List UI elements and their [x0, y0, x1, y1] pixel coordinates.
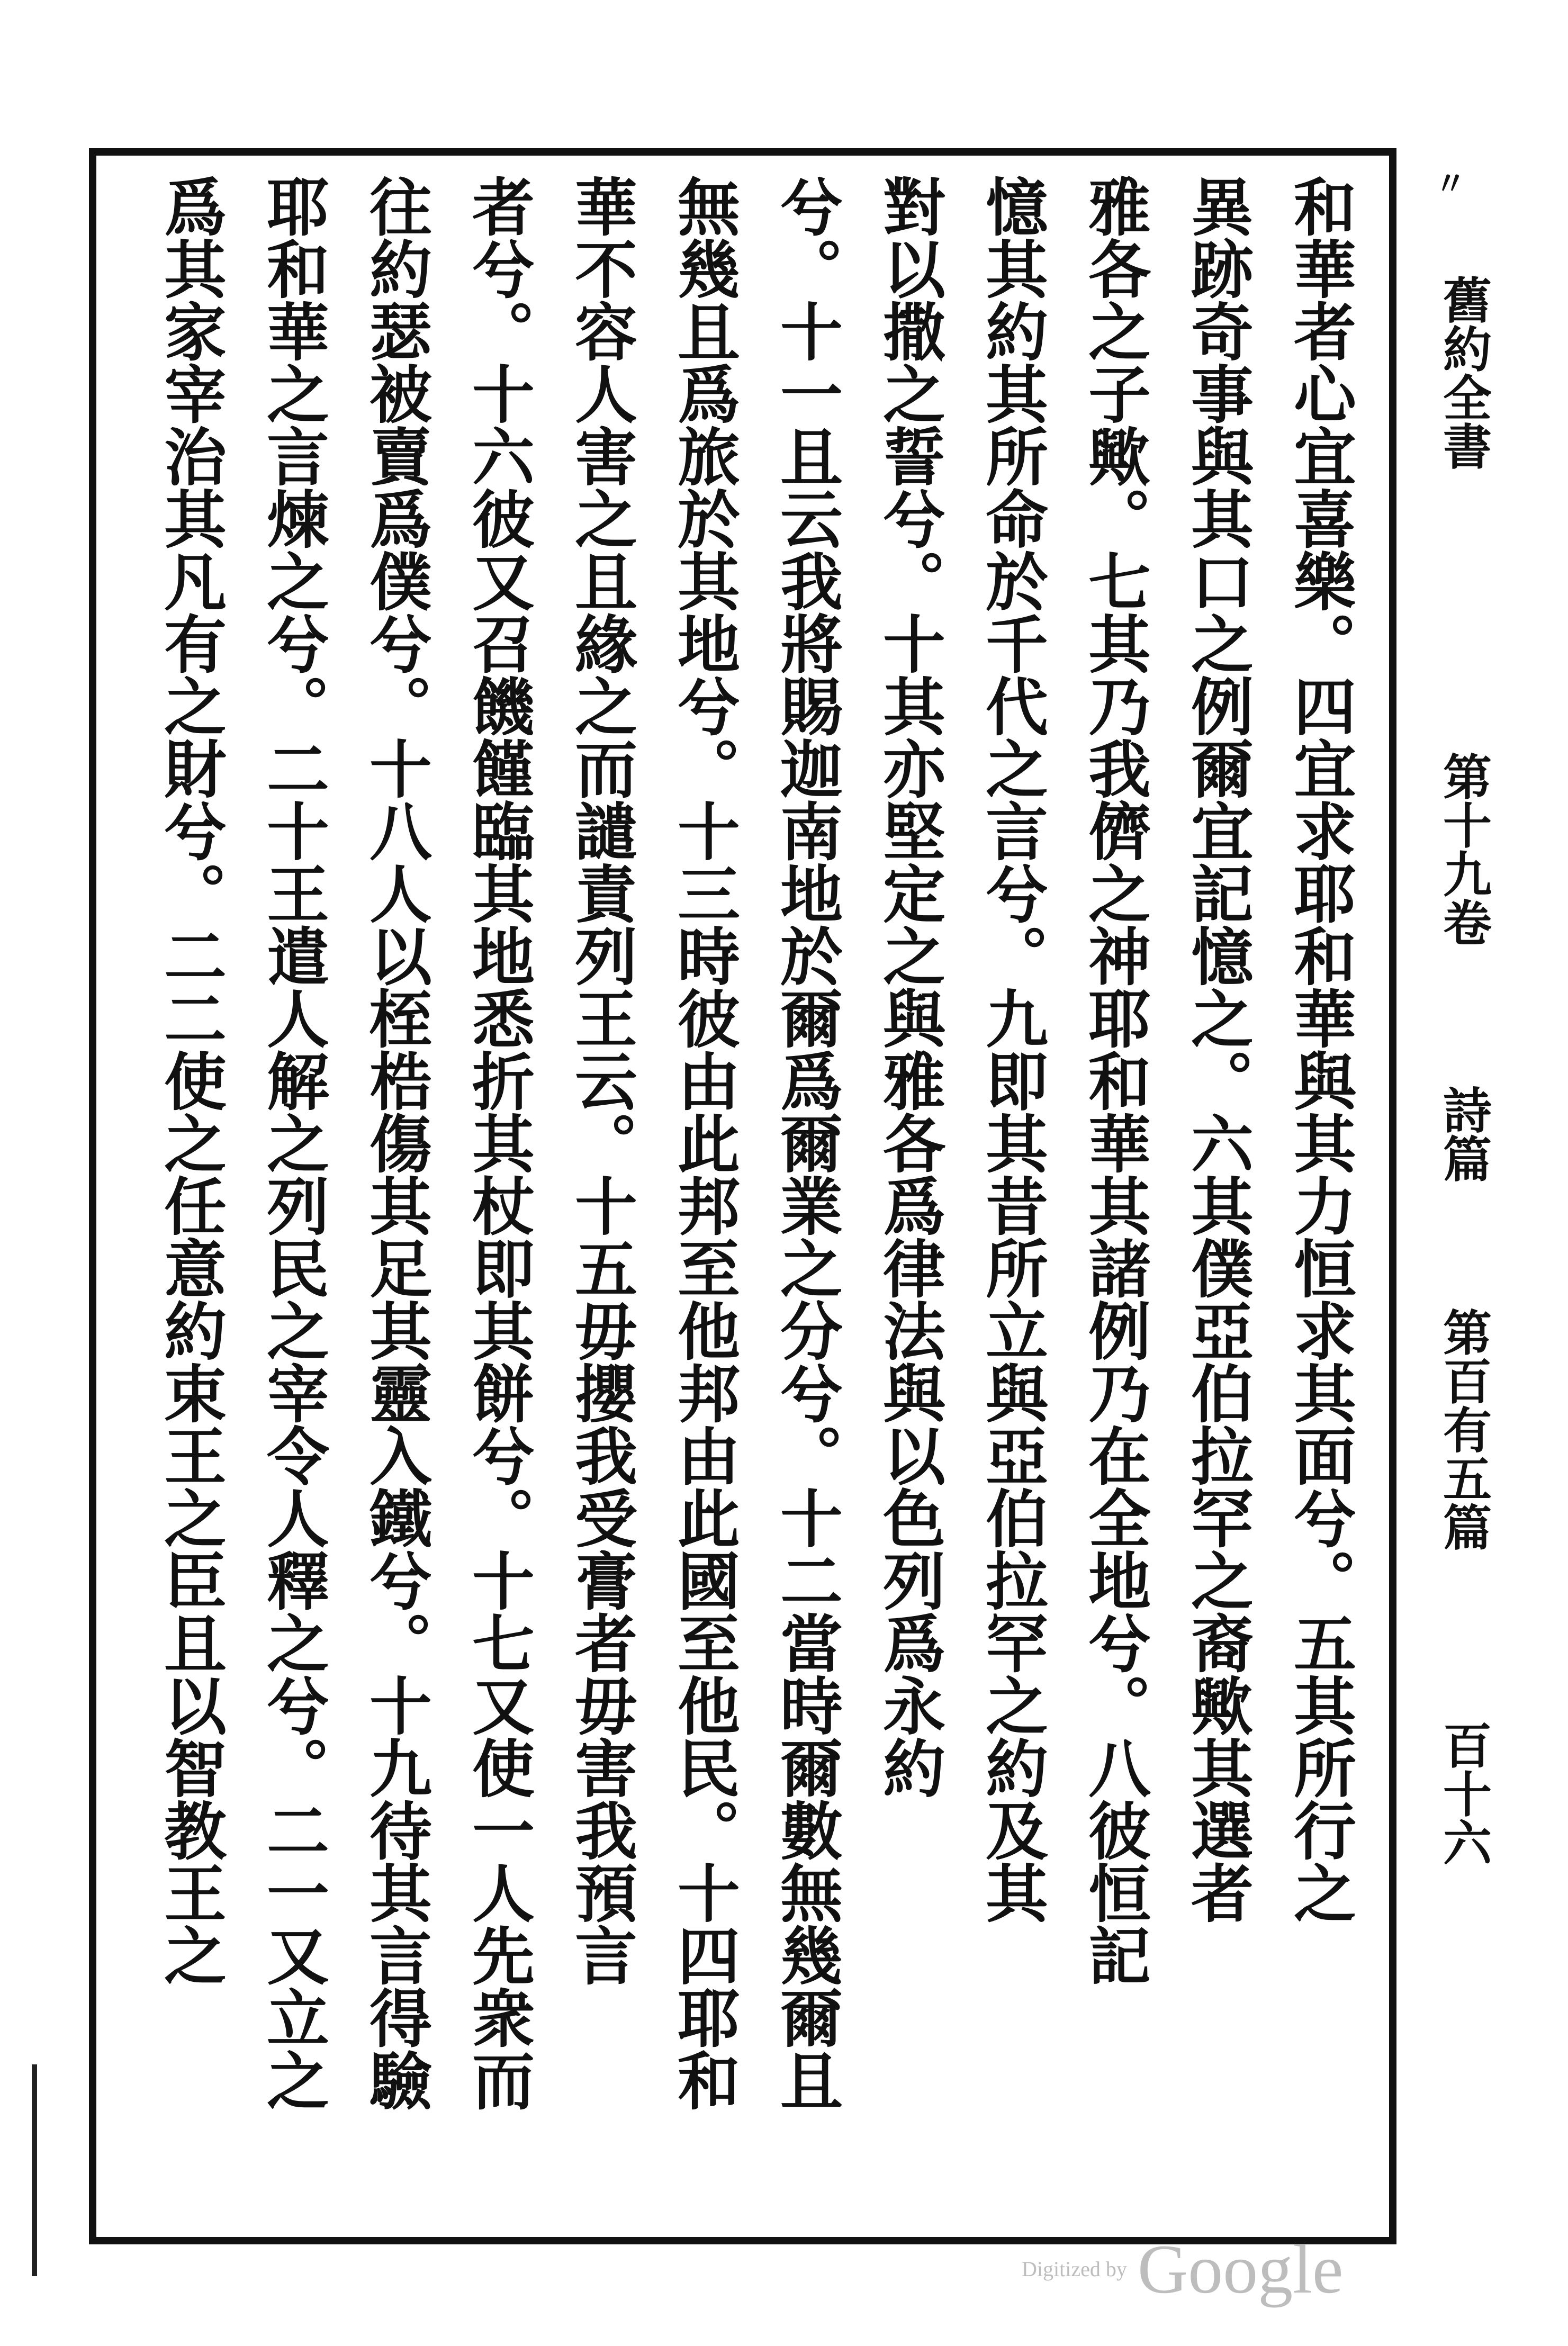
- text-column: 和華者心宜喜樂。四宜求耶和華與其力恒求其面兮。五其所行之: [1283, 175, 1357, 1924]
- corner-mark: 〃: [1435, 166, 1466, 203]
- book-title: 舊約全書: [1435, 275, 1492, 470]
- text-column: 往約瑟被賣爲僕兮。十八人以桎梏傷其足其靈入鐵兮。十九待其言得驗: [359, 175, 432, 2111]
- book-name: 詩篇: [1435, 1085, 1492, 1183]
- text-column: 無幾且爲旅於其地兮。十三時彼由此邦至他邦由此國至他民。十四耶和: [667, 175, 741, 2111]
- text-column: 者兮。十六彼又召饑饉臨其地悉折其杖即其餅兮。十七又使一人先衆而: [462, 175, 535, 2111]
- text-column: 對以撒之誓兮。十其亦堅定之與雅各爲律法與以色列爲永約: [872, 175, 946, 1799]
- page-number: 百十六: [1435, 1720, 1492, 1866]
- text-column: 雅各之子歟。七其乃我儕之神耶和華其諸例乃在全地兮。八彼恒記: [1078, 175, 1151, 1986]
- text-column: 華不容人害之且緣之而譴責列王云。十五毋攖我受膏者毋害我預言: [564, 175, 638, 1986]
- psalm-label: 第百有五篇: [1435, 1307, 1492, 1551]
- watermark-caption: Digitized by: [1022, 2257, 1127, 2281]
- text-column: 爲其家宰治其凡有之財兮。二二使之任意約束王之臣且以智教王之: [154, 175, 227, 1986]
- main-text: [111, 175, 1371, 2218]
- google-logo: Google: [1137, 2230, 1344, 2308]
- text-column: 憶其約其所命於千代之言兮。九即其昔所立與亞伯拉罕之約及其: [975, 175, 1049, 1924]
- scan-edge-mark: [32, 2064, 69, 2276]
- text-column: 異跡奇事與其口之例爾宜記憶之。六其僕亞伯拉罕之裔歟其選者: [1180, 175, 1254, 1924]
- text-column: 耶和華之言煉之兮。二十王遣人解之列民之宰令人釋之兮。二一又立之: [256, 175, 330, 2111]
- digitization-watermark: [1022, 2228, 1343, 2309]
- text-column: 兮。十一且云我將賜迦南地於爾爲爾業之分兮。十二當時爾數無幾爾且: [770, 175, 843, 2111]
- volume-label: 第十九卷: [1435, 752, 1492, 946]
- margin-header: [1424, 275, 1503, 2075]
